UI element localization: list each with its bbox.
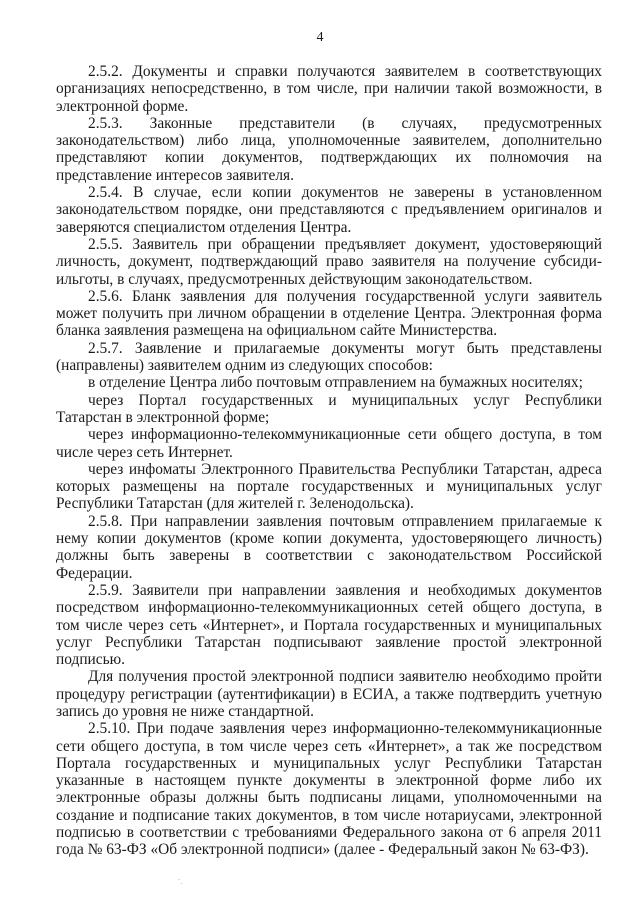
paragraph-2-5-4: 2.5.4. В случае, если копии документов не заверены в установленном законодательством порядке, они представляются с предъявлением оригиналов и заверяются специалистом отделения Центра.: [56, 184, 602, 236]
list-item-infomats: через инфоматы Электронного Правительства Республики Татарстан, адреса которых размещены на портале государственных и муниципальных услуг Республики Татарстан (для жителей г. Зеленодольска).: [56, 460, 602, 513]
list-item-internet: через информационно-телекоммуникационные сети общего доступа, в том числе через сеть Интернет.: [56, 426, 602, 461]
scan-artifact: `.: [178, 878, 183, 886]
paragraph-2-5-8: 2.5.8. При направлении заявления почтовым отправлением прилагаемые к нему копии документов (кроме копии документа, удостоверяющего личность) должны быть заверены в соответствии с законодательством Российской Федерации.: [56, 512, 602, 582]
paragraph-2-5-2: 2.5.2. Документы и справки получаются заявителем в соответствующих организациях непосредственно, в том числе, при наличии такой возможности, в электронной форме.: [56, 63, 602, 115]
paragraph-esia: Для получения простой электронной подписи заявителю необходимо пройти процедуру регистрации (аутентификации) в ЕСИА, а также подтвердить учетную запись до уровня не ниже стандартной.: [56, 668, 602, 720]
paragraph-2-5-5: 2.5.5. Заявитель при обращении предъявляет документ, удостоверяющий личность, документ, подтверждающий право заявителя на получение субсидиильготы, в случаях, предусмотренных действующим законодательством.: [56, 235, 602, 288]
paragraph-2-5-7: 2.5.7. Заявление и прилагаемые документы могут быть представлены (направлены) заявителем одним из следующих способов:: [56, 339, 602, 375]
page-number: 4: [316, 30, 324, 45]
paragraph-2-5-3: 2.5.3. Законные представители (в случаях, предусмотренных законодательством) либо лица, уполномоченные заявителем, дополнительно представляют копии документов, подтверждающих их полномочия на представление интересов заявителя.: [56, 114, 602, 184]
paragraph-2-5-6: 2.5.6. Бланк заявления для получения государственной услуги заявитель может получить при личном обращении в отделение Центра. Электронная форма бланка заявления размещена на официальном сайте Министерства.: [56, 287, 602, 340]
paragraph-2-5-10: 2.5.10. При подаче заявления через информационно-телекоммуникационные сети общего доступа, в том числе через сеть «Интернет», а так же посредством Портала государственных и муниципальных услуг Республики Татарстан указанные в настоящем пункте документы в электронной форме либо их электронные образы должны быть подписаны лицами, уполномоченными на создание и подписание таких документов, в том числе нотариусами, электронной подписью в соответствии с требованиями Федерального закона от 6 апреля 2011 года № 63-ФЗ «Об электронной подписи» (далее - Федеральный закон № 63-ФЗ).: [56, 720, 602, 859]
paragraph-2-5-9: 2.5.9. Заявители при направлении заявления и необходимых документов посредством информационно-телекоммуникационных сетей общего доступа, в том числе через сеть «Интернет», и Портала государственных и муниципальных услуг Республики Татарстан подписывают заявление простой электронной подписью.: [56, 581, 602, 669]
list-item-post: в отделение Центра либо почтовым отправлением на бумажных носителях;: [88, 374, 583, 392]
list-item-portal: через Портал государственных и муниципальных услуг Республики Татарстан в электронной форме;: [56, 391, 602, 426]
document-body: [56, 63, 602, 859]
